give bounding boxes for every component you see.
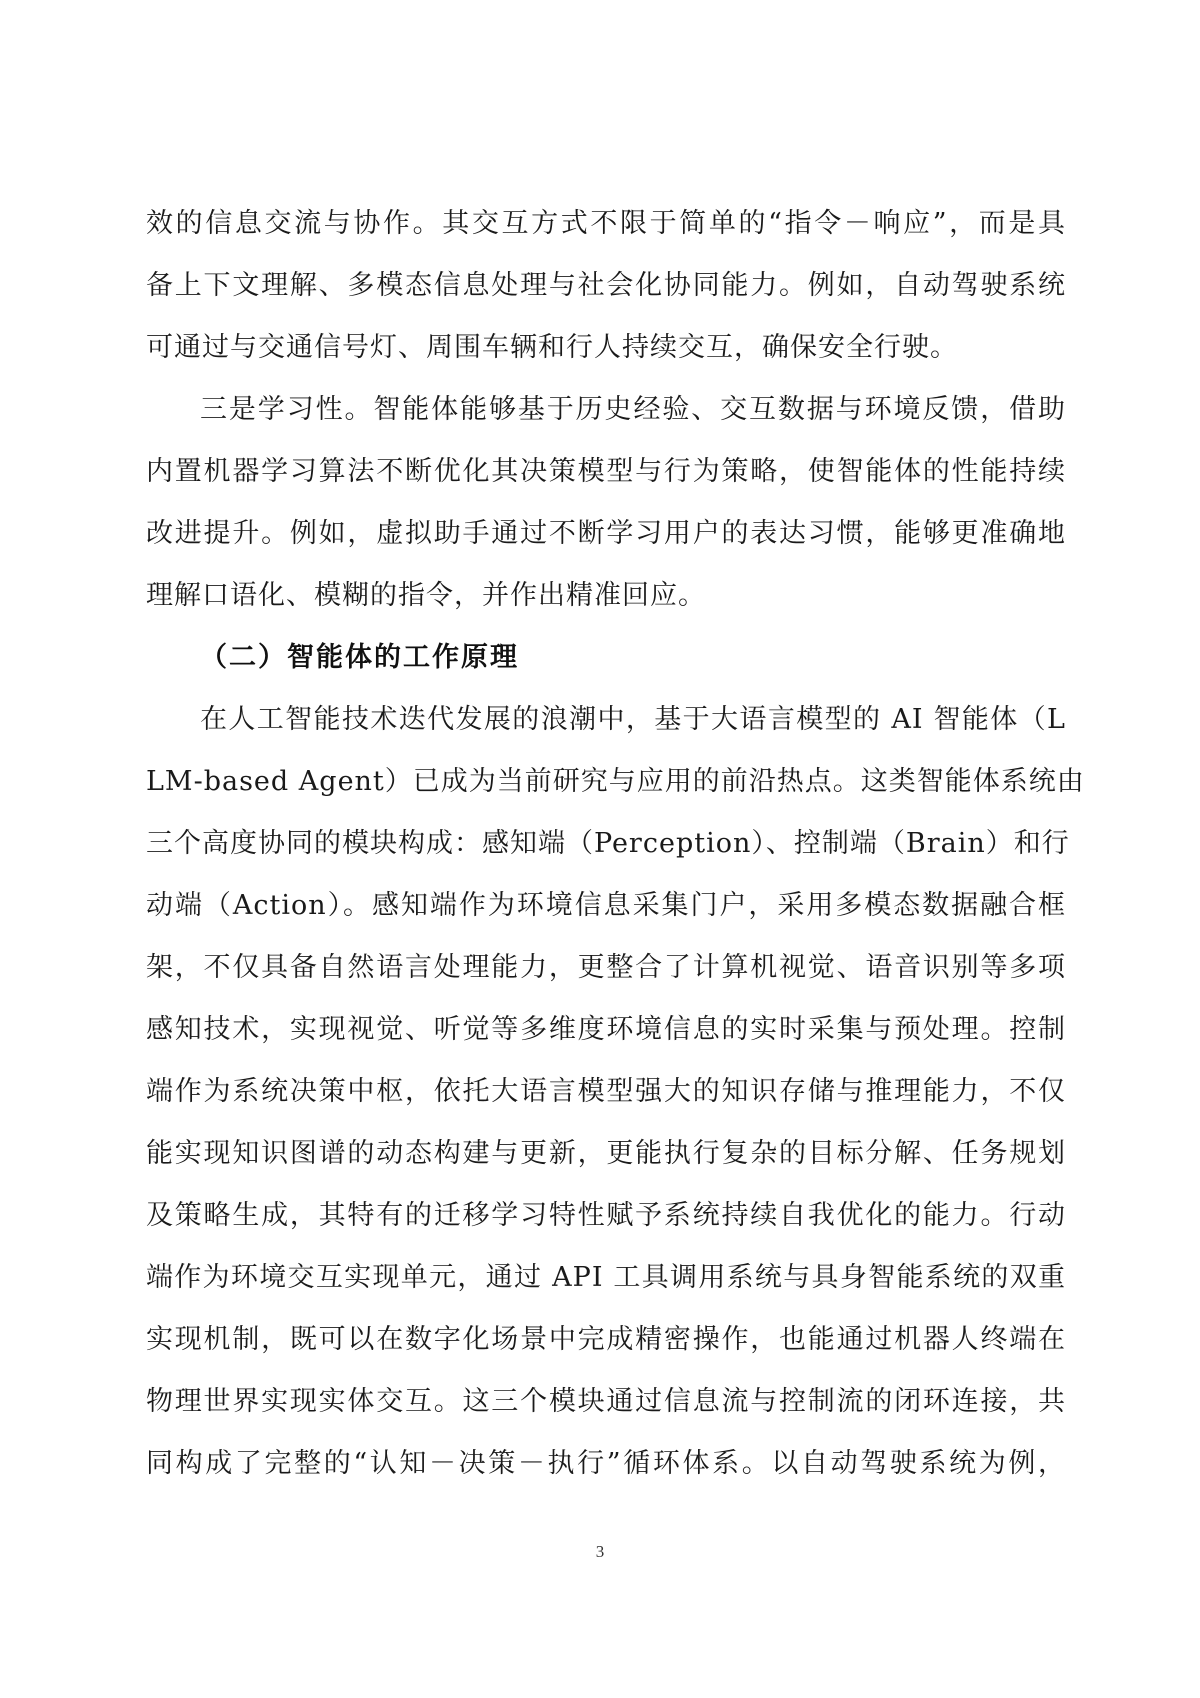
paragraph-3-line-13: 同构成了完整的“认知－决策－执行”循环体系。以自动驾驶系统为例， — [146, 1448, 1066, 1479]
paragraph-1-line-3: 可通过与交通信号灯、周围车辆和行人持续交互，确保安全行驶。 — [146, 332, 958, 363]
paragraph-1-line-2: 备上下文理解、多模态信息处理与社会化协同能力。例如，自动驾驶系统 — [146, 270, 1066, 301]
paragraph-3-line-3: 三个高度协同的模块构成：感知端（Perception）、控制端（Brain）和行 — [146, 828, 1070, 859]
page-number: 3 — [595, 1542, 605, 1561]
paragraph-2-line-3: 改进提升。例如，虚拟助手通过不断学习用户的表达习惯，能够更准确地 — [146, 518, 1066, 549]
paragraph-3-line-7: 端作为系统决策中枢，依托大语言模型强大的知识存储与推理能力，不仅 — [146, 1076, 1066, 1107]
paragraph-3-line-2: LM-based Agent）已成为当前研究与应用的前沿热点。这类智能体系统由 — [146, 766, 1085, 797]
paragraph-3-line-9: 及策略生成，其特有的迁移学习特性赋予系统持续自我优化的能力。行动 — [146, 1200, 1066, 1231]
paragraph-3-line-4: 动端（Action）。感知端作为环境信息采集门户，采用多模态数据融合框 — [146, 890, 1066, 921]
paragraph-3-line-11: 实现机制，既可以在数字化场景中完成精密操作，也能通过机器人终端在 — [146, 1324, 1066, 1355]
paragraph-2-line-4: 理解口语化、模糊的指令，并作出精准回应。 — [146, 580, 706, 611]
paragraph-2-line-1: 三是学习性。智能体能够基于历史经验、交互数据与环境反馈，借助 — [200, 394, 1066, 425]
paragraph-3-line-5: 架，不仅具备自然语言处理能力，更整合了计算机视觉、语音识别等多项 — [146, 952, 1066, 983]
paragraph-3-line-6: 感知技术，实现视觉、听觉等多维度环境信息的实时采集与预处理。控制 — [146, 1014, 1066, 1045]
section-heading: （二）智能体的工作原理 — [200, 642, 519, 673]
paragraph-3-line-12: 物理世界实现实体交互。这三个模块通过信息流与控制流的闭环连接，共 — [146, 1386, 1066, 1417]
paragraph-3-line-10: 端作为环境交互实现单元，通过 API 工具调用系统与具身智能系统的双重 — [146, 1262, 1066, 1293]
paragraph-3-line-1: 在人工智能技术迭代发展的浪潮中，基于大语言模型的 AI 智能体（L — [200, 704, 1066, 735]
paragraph-2-line-2: 内置机器学习算法不断优化其决策模型与行为策略，使智能体的性能持续 — [146, 456, 1066, 487]
paragraph-1-line-1: 效的信息交流与协作。其交互方式不限于简单的“指令－响应”，而是具 — [146, 208, 1066, 239]
paragraph-3-line-8: 能实现知识图谱的动态构建与更新，更能执行复杂的目标分解、任务规划 — [146, 1138, 1066, 1169]
